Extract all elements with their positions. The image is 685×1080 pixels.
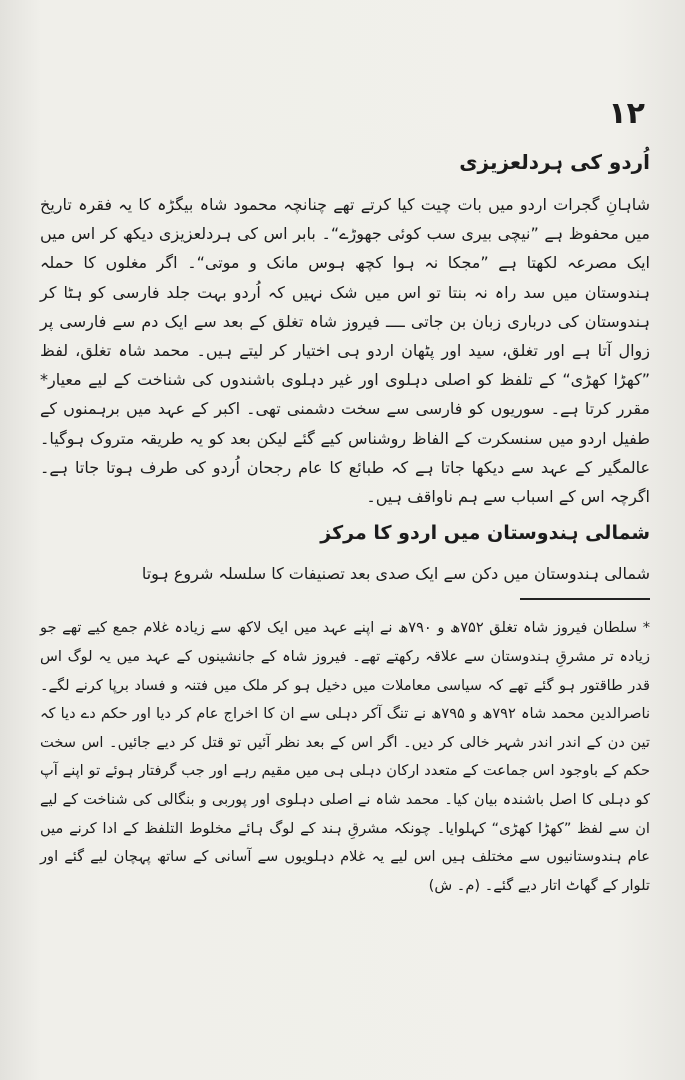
page-number: ۱۲ xyxy=(608,96,645,131)
body-paragraph-2: شمالی ہندوستان میں دکن سے ایک صدی بعد تصنیفات کا سلسلہ شروع ہوتا xyxy=(141,564,650,584)
footnote: * سلطان فیروز شاہ تغلق ۷۵۲ھ و ۷۹۰ھ نے اپنے عہد میں ایک لاکھ سے زیادہ غلام جمع کیے تھے جو زیادہ تر مشرقِ ہندوستان سے علاقہ رکھتے تھے۔ فیروز شاہ کے جانشینوں کے عہد میں یہ لوگ اس قدر طاقتور ہو گئے تھے کہ سیاسی معاملات میں دخیل ہو کر ملک میں فتنہ و فساد برپا کرنے لگے۔ ناصرالدین محمد شاہ ۷۹۲ھ و ۷۹۵ھ نے تنگ آکر دہلی سے ان کا اخراج عام کر دیا اور حکم دے دیا کہ تین دن کے اندر اندر شہر خالی کر دیں۔ اگر اس کے بعد نظر آئیں تو قتل کر دیے جائیں۔ اس سخت حکم کے باوجود اس جماعت کے متعدد ارکان دہلی ہی میں مقیم رہے اور جب گرفتار ہوئے تو اپنے آپ کو دہلی کا اصل باشندہ بیان کیا۔ محمد شاہ نے اصلی دہلوی اور پوربی و بنگالی کی شناخت کے لیے ان سے لفظ ”کھڑا کھڑی“ کہلوایا۔ چونکہ مشرقِ ہند کے لوگ ہائے مخلوط التلفظ کے ادا کرنے میں عام ہندوستانیوں سے مختلف ہیں اس لیے یہ غلام دہلویوں سے آسانی کے ساتھ پہچان لیے گئے اور تلوار کے گھاٹ اتار دیے گئے۔ (م۔ ش) xyxy=(40,619,651,894)
section-heading: اُردو کی ہردلعزیزی xyxy=(459,150,650,174)
page-content xyxy=(40,148,650,900)
footnote-divider xyxy=(520,598,650,600)
body-paragraph-1: شاہانِ گجرات اردو میں بات چیت کیا کرتے تھے چنانچہ محمود شاہ بیگڑہ کا یہ فقرہ تاریخ میں محفوظ ہے ”نیچی بیری سب کوئی جھوڑے“۔ بابر اس کی ہردلعزیزی دیکھ کر اس میں ایک مصرعہ لکھتا ہے ”مجکا نہ ہوا کچھ ہوس مانک و موتی“۔ اگر مغلوں کا حملہ ہندوستان میں سد راہ نہ بنتا تو اس میں شک نہیں کہ اُردو بہت جلد فارسی کو ہٹا کر ہندوستان کی درباری زبان بن جاتی ــــ فیروز شاہ تغلق کے بعد سے ایک دم سے فارسی پر زوال آتا ہے اور تغلق، سید اور پٹھان اردو ہی اختیار کر لیتے ہیں۔ محمد شاہ تغلق، لفظ ”کھڑا کھڑی“ کے تلفظ کو اصلی دہلوی اور غیر دہلوی باشندوں کی شناخت کے لیے معیار* مقرر کرتا ہے۔ سوریوں کو فارسی سے سخت دشمنی تھی۔ اکبر کے عہد میں برہمنوں کے طفیل اردو میں سنسکرت کے الفاظ روشناس کیے گئے لیکن بعد کو یہ طریقہ متروک ہوگیا۔ عالمگیر کے عہد سے دیکھا جاتا ہے کہ طبائع کا عام رجحان اُردو کی طرف ہوتا جاتا ہے۔ اگرچہ اس کے اسباب سے ہم ناواقف ہیں۔ xyxy=(40,195,650,507)
section-subheading: شمالی ہندوستان میں اردو کا مرکز xyxy=(320,522,650,545)
